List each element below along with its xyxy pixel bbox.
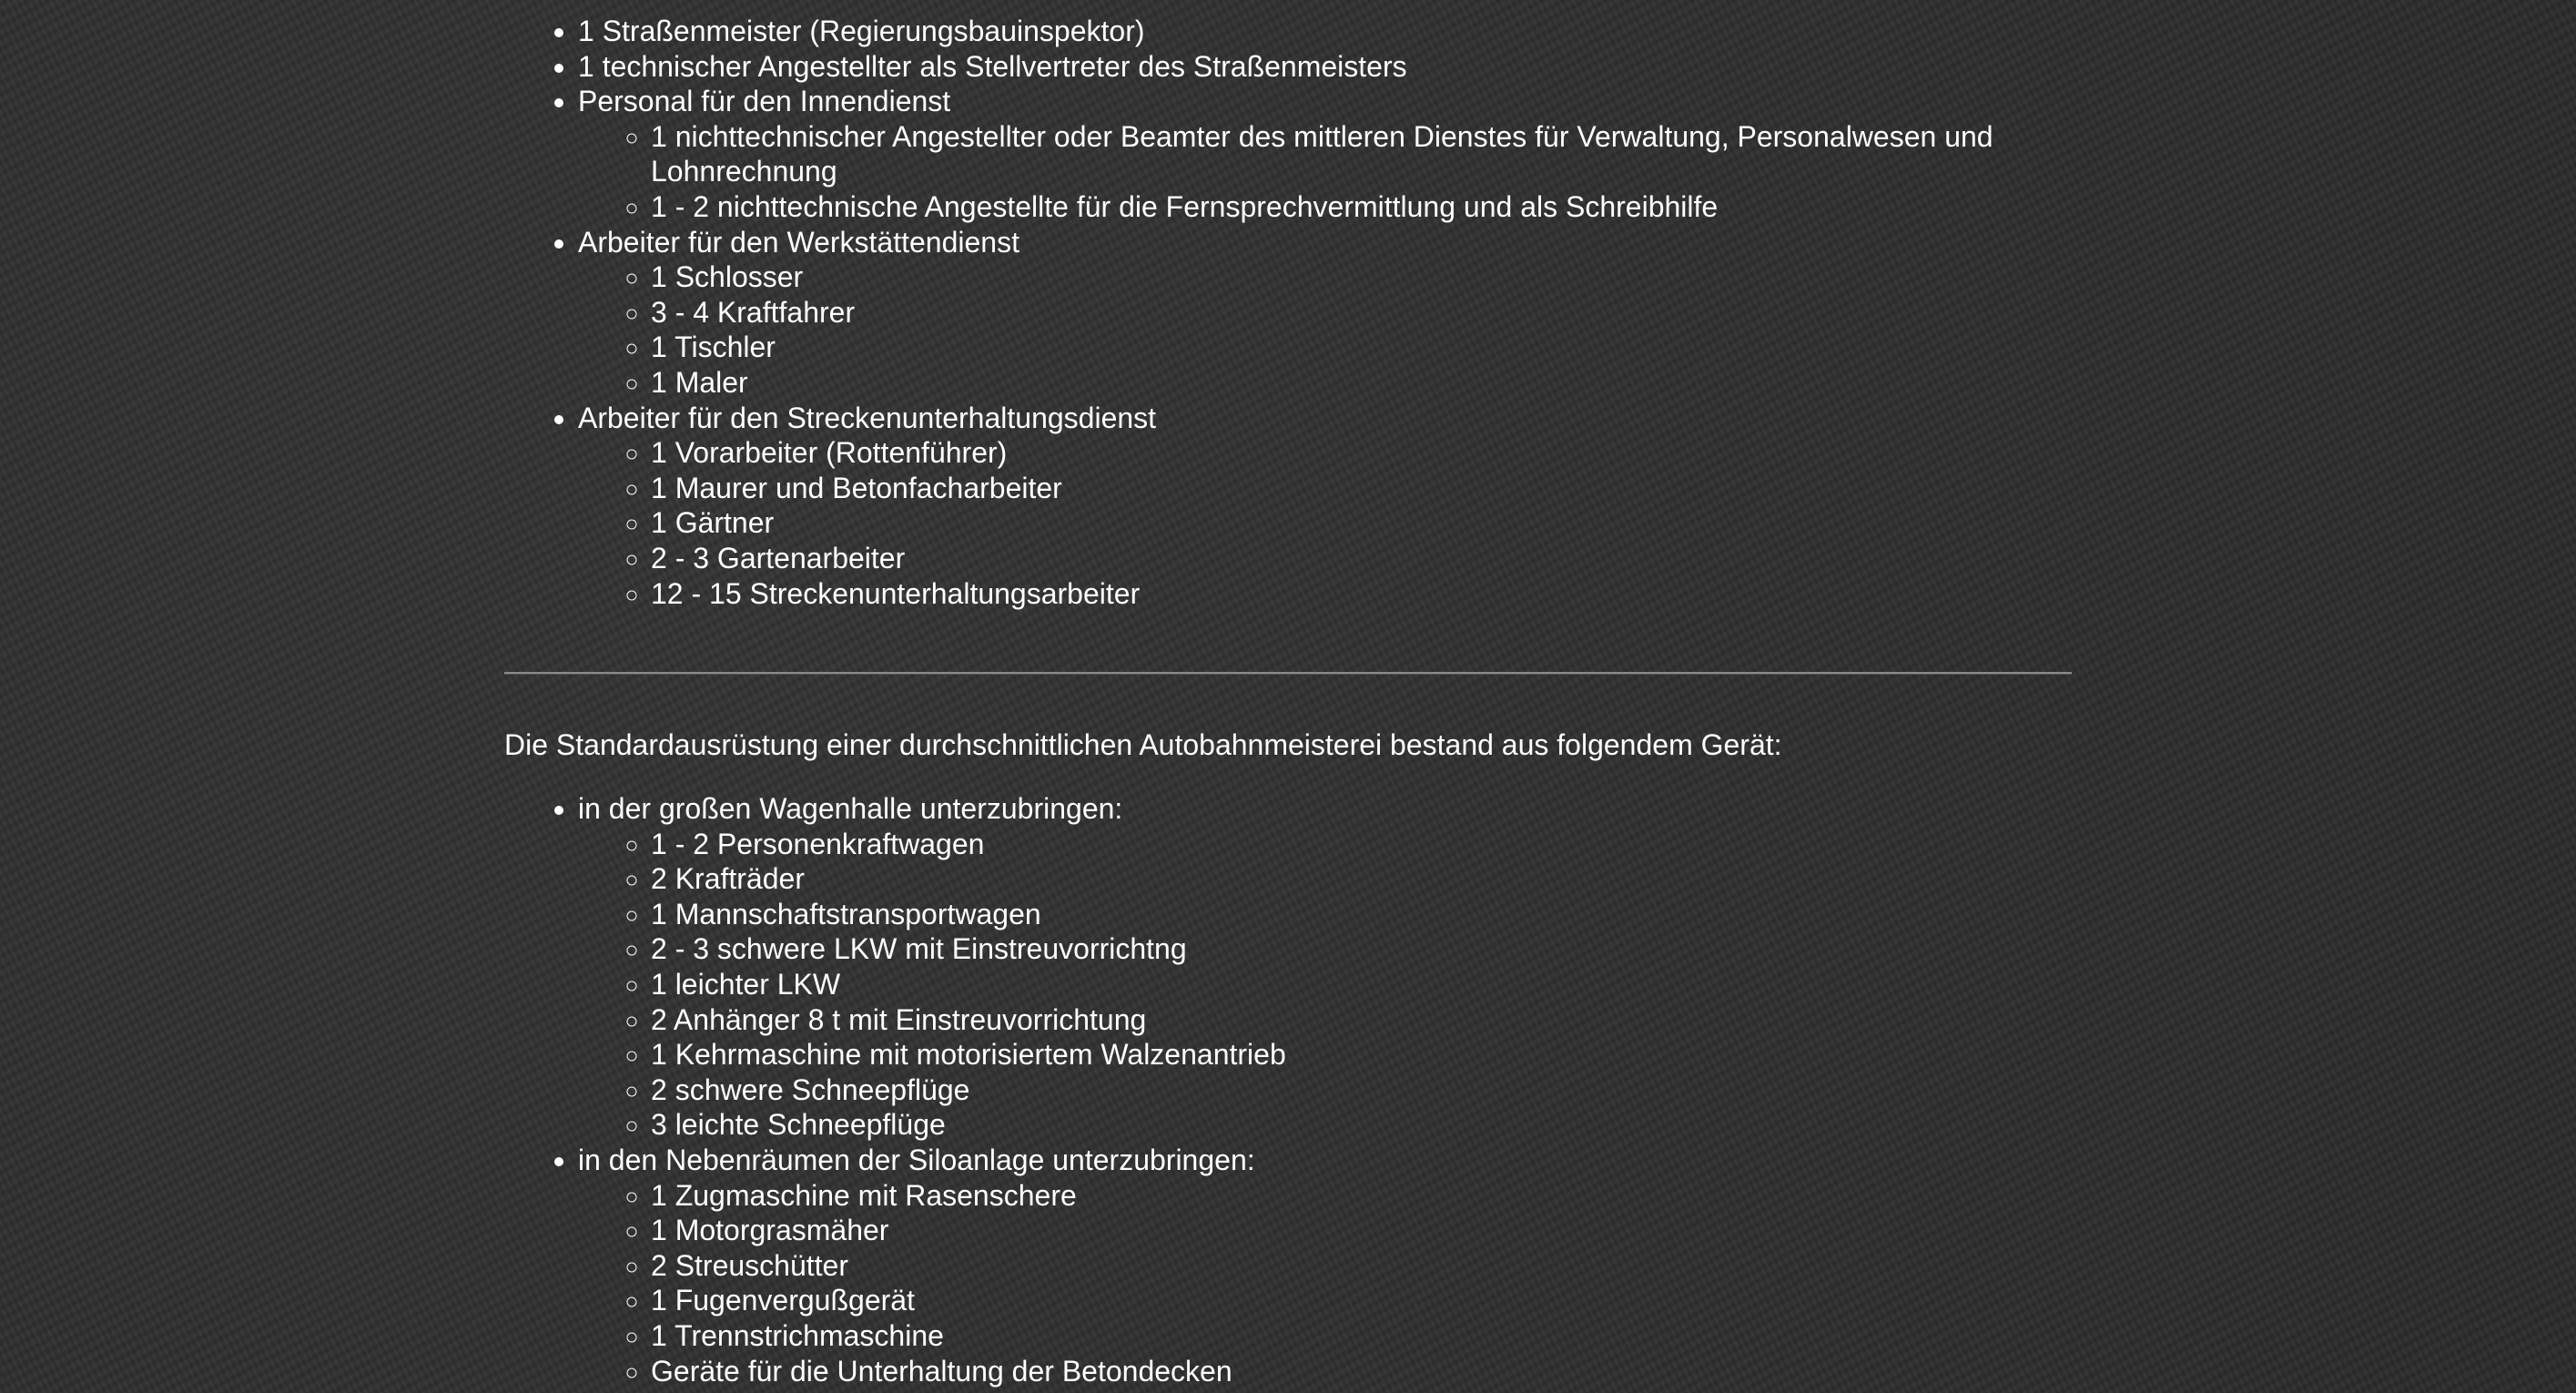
list-item-label: Arbeiter für den Streckenunterhaltungsdienst xyxy=(578,401,1157,434)
sub-list-item: ◦ 2 schwere Schneepflüge xyxy=(651,1073,2072,1108)
sub-list xyxy=(578,435,2072,611)
equipment-intro: Die Standardausrüstung einer durchschnittlichen Autobahnmeisterei bestand aus folgendem Gerät: xyxy=(504,728,1782,761)
list-item xyxy=(578,14,2072,49)
sub-list-item: ◦ 12 - 15 Streckenunterhaltungsarbeiter xyxy=(651,576,2072,612)
sub-list xyxy=(578,1178,2072,1389)
sub-list xyxy=(578,259,2072,400)
sub-list-item: ◦ Geräte für die Unterhaltung der Betondecken xyxy=(651,1354,2072,1389)
horizontal-divider xyxy=(504,672,2072,675)
sub-list-item: ◦ 1 Kehrmaschine mit motorisiertem Walzenantrieb xyxy=(651,1037,2072,1073)
sub-list-item: ◦ 1 Fugenvergußgerät xyxy=(651,1283,2072,1318)
sub-list-item: ◦ 1 Maler xyxy=(651,365,2072,401)
sub-list-item: ◦ 1 Maurer und Betonfacharbeiter xyxy=(651,471,2072,506)
sub-list-item: ◦ 2 Krafträder xyxy=(651,861,2072,897)
list-item-label: Personal für den Innendienst xyxy=(578,85,951,118)
list-item-label: 1 technischer Angestellter als Stellvertreter des Straßenmeisters xyxy=(578,49,1407,83)
sub-list-item: ◦ 2 Anhänger 8 t mit Einstreuvorrichtung xyxy=(651,1002,2072,1038)
sub-list-item: ◦ 2 Streuschütter xyxy=(651,1248,2072,1284)
sub-list-item: ◦ 2 - 3 Gartenarbeiter xyxy=(651,541,2072,576)
list-item xyxy=(578,401,2072,612)
sub-list-item: ◦ 2 - 3 schwere LKW mit Einstreuvorrichtng xyxy=(651,931,2072,967)
sub-list-item: ◦ 1 Tischler xyxy=(651,330,2072,365)
sub-list-item: ◦ 1 Gärtner xyxy=(651,505,2072,541)
sub-list-item: ◦ 1 leichter LKW xyxy=(651,967,2072,1002)
list-item xyxy=(578,1143,2072,1388)
sub-list-item: ◦ 1 - 2 Personenkraftwagen xyxy=(651,827,2072,862)
equipment-list-section xyxy=(504,791,2072,1388)
equipment-list xyxy=(504,791,2072,1388)
sub-list xyxy=(578,827,2072,1143)
sub-list-item: ◦ 1 Vorarbeiter (Rottenführer) xyxy=(651,435,2072,471)
list-item-label: 1 Straßenmeister (Regierungsbauinspektor) xyxy=(578,15,1145,47)
sub-list xyxy=(578,119,2072,225)
list-item-label: in der großen Wagenhalle unterzubringen: xyxy=(578,792,1123,825)
sub-list-item: ◦ 3 leichte Schneepflüge xyxy=(651,1107,2072,1143)
sub-list-item: ◦ 1 nichttechnischer Angestellter oder Beamter des mittleren Dienstes für Verwaltung, Personalwesen und Lohnrechnung xyxy=(651,119,2072,189)
sub-list-item: ◦ 3 - 4 Kraftfahrer xyxy=(651,295,2072,330)
list-item xyxy=(578,49,2072,85)
list-item xyxy=(578,791,2072,1143)
staff-list xyxy=(504,14,2072,611)
sub-list-item: ◦ 1 Motorgrasmäher xyxy=(651,1213,2072,1248)
sub-list-item: ◦ 1 Mannschaftstransportwagen xyxy=(651,897,2072,932)
list-item xyxy=(578,225,2072,401)
sub-list-item: ◦ 1 - 2 nichttechnische Angestellte für die Fernsprechvermittlung und als Schreibhilfe xyxy=(651,189,2072,225)
staff-list-section xyxy=(504,14,2072,611)
list-item-label: in den Nebenräumen der Siloanlage unterzubringen: xyxy=(578,1143,1255,1176)
sub-list-item: ◦ 1 Trennstrichmaschine xyxy=(651,1318,2072,1354)
sub-list-item: ◦ 1 Schlosser xyxy=(651,259,2072,295)
list-item xyxy=(578,84,2072,224)
list-item-label: Arbeiter für den Werkstättendienst xyxy=(578,225,1019,259)
sub-list-item: ◦ 1 Zugmaschine mit Rasenschere xyxy=(651,1178,2072,1214)
